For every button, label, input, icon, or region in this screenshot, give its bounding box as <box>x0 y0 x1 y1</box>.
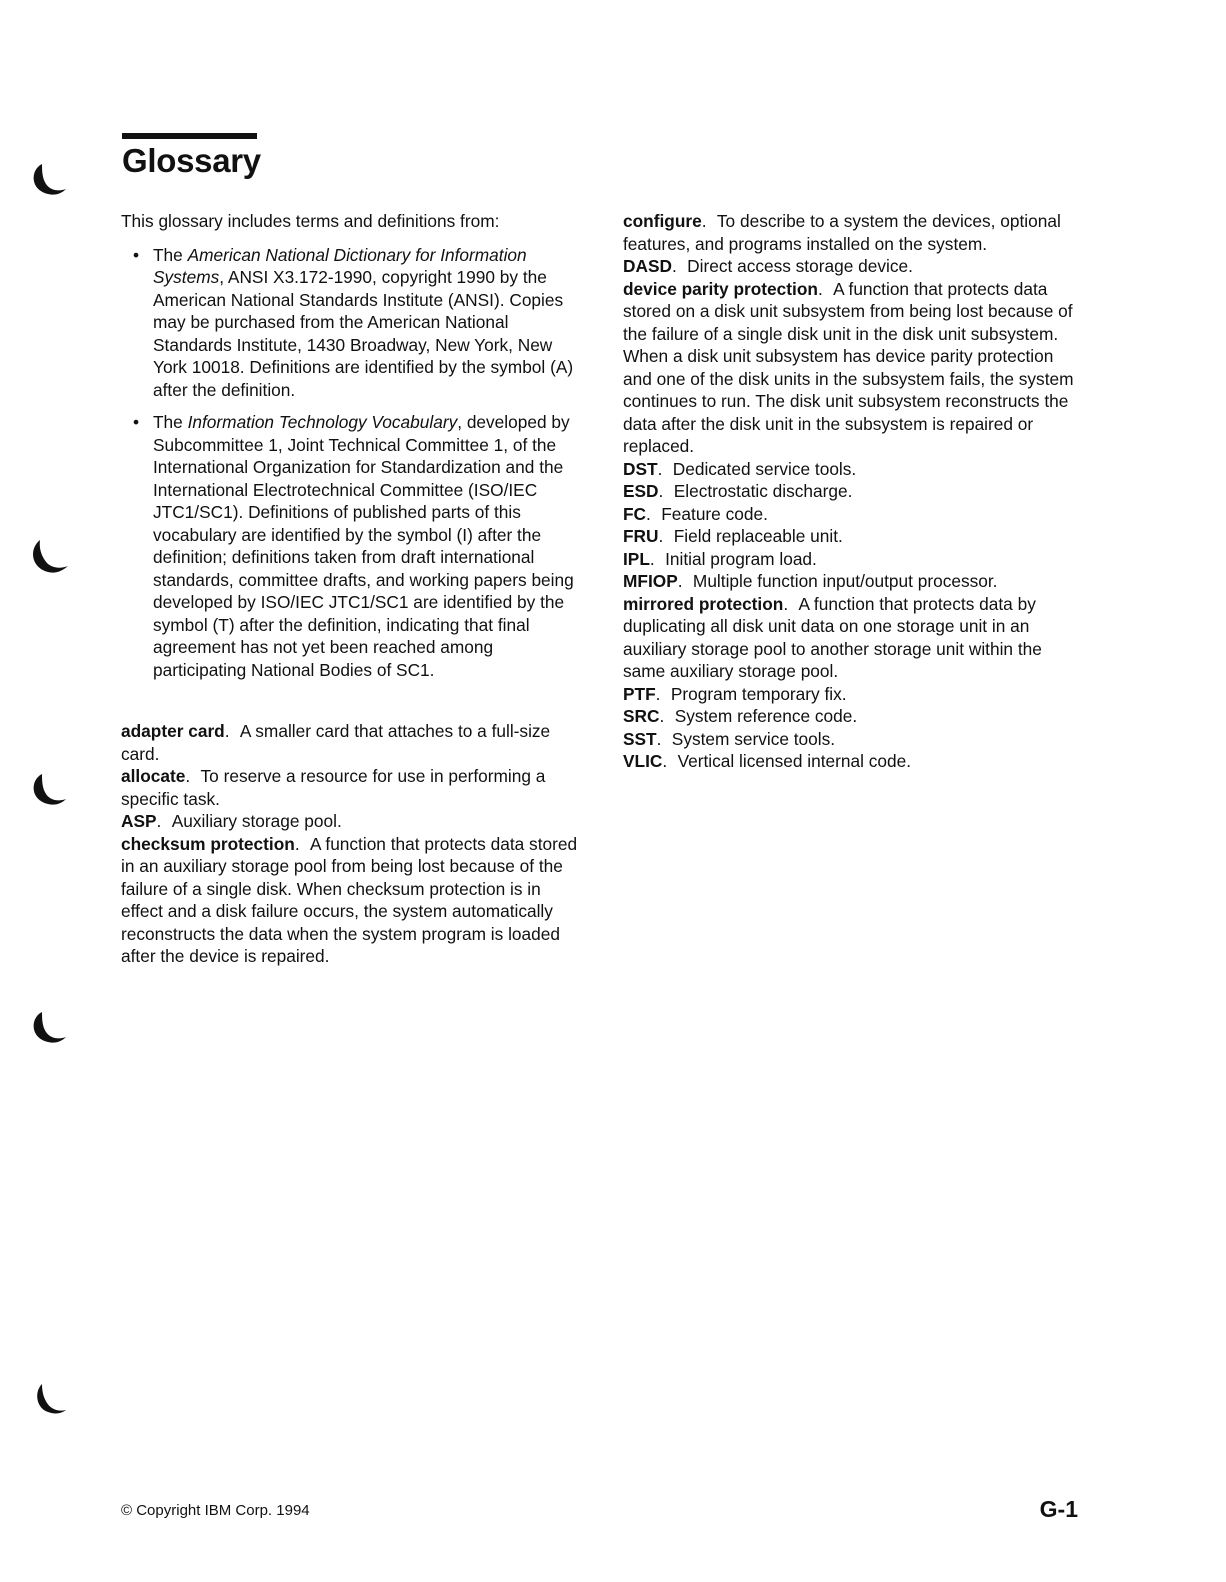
glossary-entry: MFIOP. Multiple function input/output processor. <box>623 571 998 591</box>
glossary-definition: System reference code. <box>674 706 858 726</box>
glossary-entry: VLIC. Vertical licensed internal code. <box>623 751 911 771</box>
page-title: Glossary <box>122 142 261 179</box>
glossary-entry: SST. System service tools. <box>623 728 836 749</box>
glossary-term: VLIC <box>623 751 663 771</box>
glossary-definition: Multiple function input/output processor. <box>692 571 998 591</box>
glossary-term: DASD <box>623 256 672 276</box>
glossary-definition: Feature code. <box>661 503 768 524</box>
binder-hole-mark-icon <box>30 1380 70 1420</box>
glossary-term: mirrored protection <box>623 593 784 614</box>
glossary-entries-left <box>121 720 579 968</box>
glossary-definition: A function that protects data by duplicating all disk unit data on one storage unit in an auxiliary storage pool to another storage unit within the same auxiliary storage pool. <box>623 593 1042 681</box>
glossary-entry: ESD. Electrostatic discharge. <box>623 481 853 501</box>
glossary-term: FRU <box>623 526 659 546</box>
glossary-term: IPL <box>623 548 650 569</box>
glossary-term: adapter card <box>121 721 225 741</box>
glossary-term: checksum protection <box>121 833 295 854</box>
glossary-definition: Initial program load. <box>665 548 817 569</box>
glossary-definition: Electrostatic discharge. <box>673 481 853 501</box>
glossary-definition: Field replaceable unit. <box>673 526 843 546</box>
intro-text: This glossary includes terms and definitions from: <box>121 211 500 231</box>
source-title: American National Dictionary for Information Systems <box>153 244 527 287</box>
right-column <box>623 210 1085 773</box>
source-prefix: The <box>153 244 188 265</box>
glossary-term: PTF <box>623 683 656 704</box>
source-prefix: The <box>153 412 188 432</box>
glossary-definition: A function that protects data stored on a disk unit subsystem from being lost because of the failure of a single disk unit in the disk unit subsystem. When a disk unit subsystem has device parity protection and one of the disk units in the subsystem fails, the system continues to run. The disk unit subsystem reconstructs the data after the disk unit in the subsystem is repaired or replaced. <box>623 278 1074 456</box>
title-rule <box>122 133 257 139</box>
source-item <box>121 244 579 402</box>
glossary-entry: DST. Dedicated service tools. <box>623 458 857 479</box>
glossary-definition: A function that protects data stored in an auxiliary storage pool from being lost because of the failure of a single disk. When checksum protection is in effect and a disk failure occurs, the system automatically reconstructs the data when the system program is loaded after the device is repaired. <box>121 833 578 966</box>
glossary-definition: Auxiliary storage pool. <box>171 811 342 831</box>
glossary-definition: Vertical licensed internal code. <box>677 751 911 771</box>
glossary-entry: adapter card. A smaller card that attaches to a full-size card. <box>121 721 551 764</box>
glossary-definition: To describe to a system the devices, optional features, and programs installed on the system. <box>623 211 1061 254</box>
glossary-definition: Direct access storage device. <box>687 256 913 276</box>
copyright-notice: © Copyright IBM Corp. 1994 <box>121 1502 310 1519</box>
glossary-entry: ASP. Auxiliary storage pool. <box>121 811 342 831</box>
glossary-definition: To reserve a resource for use in performing a specific task. <box>121 766 546 809</box>
glossary-term: FC <box>623 503 647 524</box>
source-item <box>121 411 579 681</box>
glossary-entry: SRC. System reference code. <box>623 706 858 726</box>
glossary-entry: IPL. Initial program load. <box>623 548 817 569</box>
binder-hole-mark-icon <box>30 160 70 200</box>
binder-hole-mark-icon <box>30 770 70 810</box>
bullet: • <box>133 412 140 432</box>
glossary-term: ESD <box>623 481 659 501</box>
glossary-entry: mirrored protection. A function that protects data by duplicating all disk unit data on one storage unit in an auxiliary storage pool to another storage unit within the same auxiliary storage pool. <box>623 593 1042 681</box>
glossary-entry: allocate. To reserve a resource for use in performing a specific task. <box>121 766 546 809</box>
glossary-entry: configure. To describe to a system the devices, optional features, and programs installed on the system. <box>623 211 1061 254</box>
source-title: Information Technology Vocabulary <box>187 412 458 432</box>
glossary-definition: A smaller card that attaches to a full-size card. <box>121 721 551 764</box>
glossary-entry: PTF. Program temporary fix. <box>623 683 847 704</box>
glossary-term: SST <box>623 728 657 749</box>
source-description: , developed by Subcommittee 1, Joint Technical Committee 1, of the International Organization for Standardization and the International Electrotechnical Committee (ISO/IEC JTC1/SC1). Definitions of published parts of this vocabulary are identified by the symbol (I) after the definition; definitions taken from draft international standards, committee drafts, and working papers being developed by ISO/IEC JTC1/SC1 are identified by the symbol (T) after the definition, indicating that final agreement has not yet been reached among participating National Bodies of SC1. <box>153 412 574 680</box>
glossary-entry: FRU. Field replaceable unit. <box>623 526 843 546</box>
binder-hole-mark-icon <box>30 1008 70 1048</box>
glossary-entry: DASD. Direct access storage device. <box>623 256 913 276</box>
sources-list <box>121 244 579 682</box>
glossary-definition: Dedicated service tools. <box>672 458 857 479</box>
left-column <box>121 210 579 968</box>
glossary-definition: Program temporary fix. <box>670 683 847 704</box>
glossary-entry: FC. Feature code. <box>623 503 768 524</box>
glossary-definition: System service tools. <box>671 728 836 749</box>
glossary-entry: device parity protection. A function that protects data stored on a disk unit subsystem from being lost because of the failure of a single disk unit in the disk unit subsystem. When a disk unit subsystem has device parity protection and one of the disk units in the subsystem fails, the system continues to run. The disk unit subsystem reconstructs the data after the disk unit in the subsystem is repaired or replaced. <box>623 278 1074 456</box>
glossary-term: MFIOP <box>623 571 678 591</box>
source-description: , ANSI X3.172-1990, copyright 1990 by the American National Standards Institute (ANSI). Copies may be purchased from the American National Standards Institute, 1430 Broadway, New York, New York 10018. Definitions are identified by the symbol (A) after the definition. <box>153 267 574 400</box>
glossary-term: ASP <box>121 811 157 831</box>
glossary-term: configure <box>623 211 702 231</box>
bullet: • <box>133 244 140 265</box>
binder-hole-mark-icon <box>30 538 70 578</box>
glossary-term: allocate <box>121 766 186 786</box>
glossary-term: DST <box>623 458 658 479</box>
glossary-term: SRC <box>623 706 660 726</box>
glossary-term: device parity protection <box>623 278 818 299</box>
page-number: G-1 <box>1039 1496 1078 1522</box>
glossary-entry: checksum protection. A function that protects data stored in an auxiliary storage pool from being lost because of the failure of a single disk. When checksum protection is in effect and a disk failure occurs, the system automatically reconstructs the data when the system program is loaded after the device is repaired. <box>121 833 578 966</box>
